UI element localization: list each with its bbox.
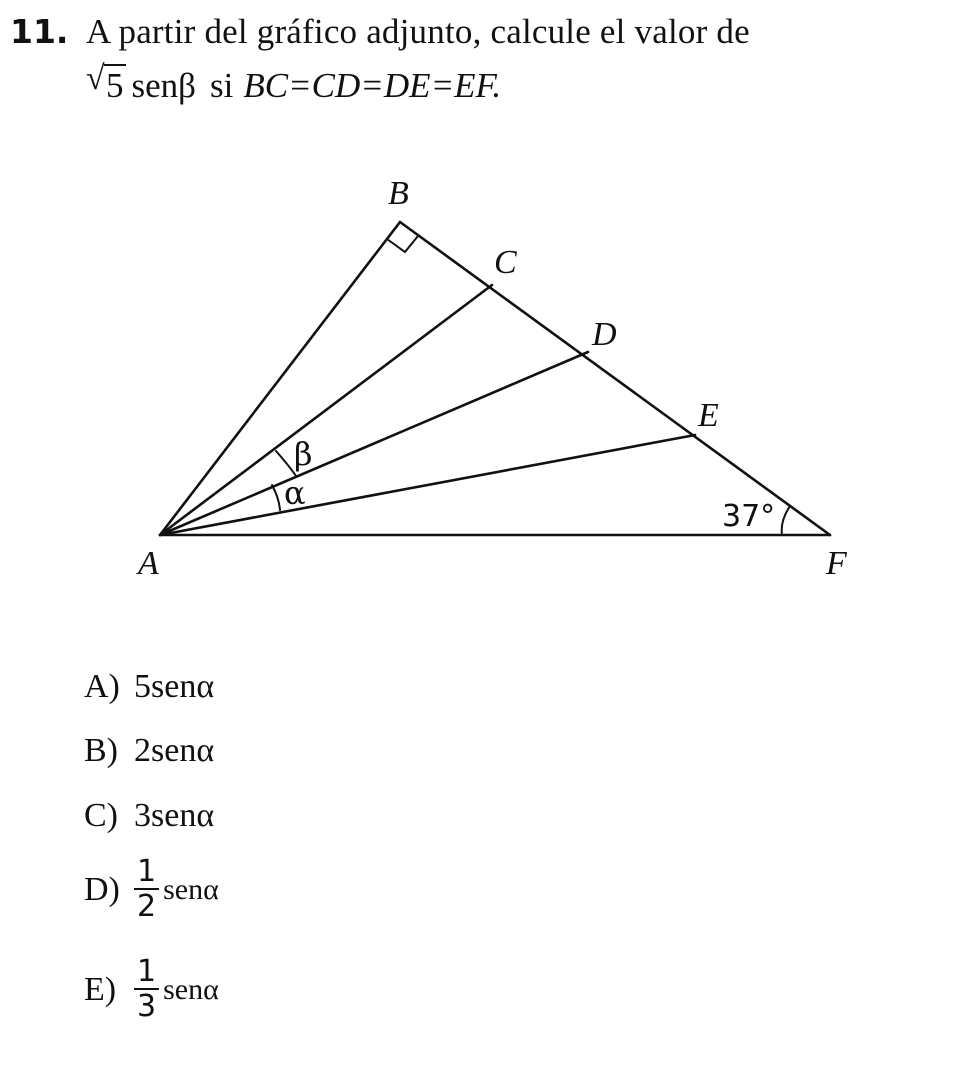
segment-AE bbox=[160, 435, 695, 535]
option-a[interactable] bbox=[84, 668, 214, 706]
option-text: 2senα bbox=[134, 732, 215, 769]
angle-label-alpha: α bbox=[284, 474, 306, 512]
option-b[interactable] bbox=[84, 732, 214, 770]
point-label-E: E bbox=[698, 397, 719, 434]
fraction bbox=[134, 954, 159, 1024]
angle-alpha-arc bbox=[272, 485, 280, 510]
segment-AD bbox=[160, 352, 588, 535]
angle-F-arc bbox=[782, 506, 790, 535]
sen-beta: senβ bbox=[131, 66, 196, 105]
question-text-line1: A partir del gráfico adjunto, calcule el valor de bbox=[86, 12, 750, 51]
segment-AC bbox=[160, 285, 492, 535]
point-label-D: D bbox=[592, 316, 617, 353]
option-text: senα bbox=[163, 972, 219, 1006]
option-text: senα bbox=[163, 872, 219, 906]
angle-label-F: 37° bbox=[722, 499, 776, 534]
fraction-denominator: 3 bbox=[137, 989, 157, 1024]
question-number: 11. bbox=[10, 12, 69, 51]
right-angle-mark-icon bbox=[387, 236, 418, 252]
point-label-F: F bbox=[826, 545, 847, 582]
fraction-denominator: 2 bbox=[137, 889, 157, 924]
segment-condition: BC=CD=DE=EF. bbox=[243, 66, 502, 105]
si-word: si bbox=[209, 66, 234, 105]
fraction-numerator: 1 bbox=[134, 957, 159, 990]
option-label: A) bbox=[84, 668, 120, 705]
option-label: D) bbox=[84, 870, 120, 908]
option-label: E) bbox=[84, 970, 117, 1008]
angle-label-beta: β bbox=[294, 435, 313, 473]
option-label: C) bbox=[84, 797, 118, 834]
sqrt-radicand: 5 bbox=[106, 66, 124, 105]
segment-BF bbox=[400, 222, 830, 535]
radical-sign-icon: √ bbox=[86, 60, 105, 97]
option-text: 5senα bbox=[134, 668, 215, 705]
fraction-numerator: 1 bbox=[134, 857, 159, 890]
point-label-B: B bbox=[388, 175, 409, 212]
option-e[interactable] bbox=[84, 954, 219, 1024]
option-label: B) bbox=[84, 732, 118, 769]
option-text: 3senα bbox=[134, 797, 215, 834]
option-c[interactable] bbox=[84, 797, 214, 835]
point-label-C: C bbox=[494, 244, 517, 281]
segment-AB bbox=[160, 222, 400, 535]
point-label-A: A bbox=[138, 545, 159, 582]
option-d[interactable] bbox=[84, 854, 219, 924]
angle-beta-arc bbox=[276, 451, 296, 476]
fraction bbox=[134, 854, 159, 924]
